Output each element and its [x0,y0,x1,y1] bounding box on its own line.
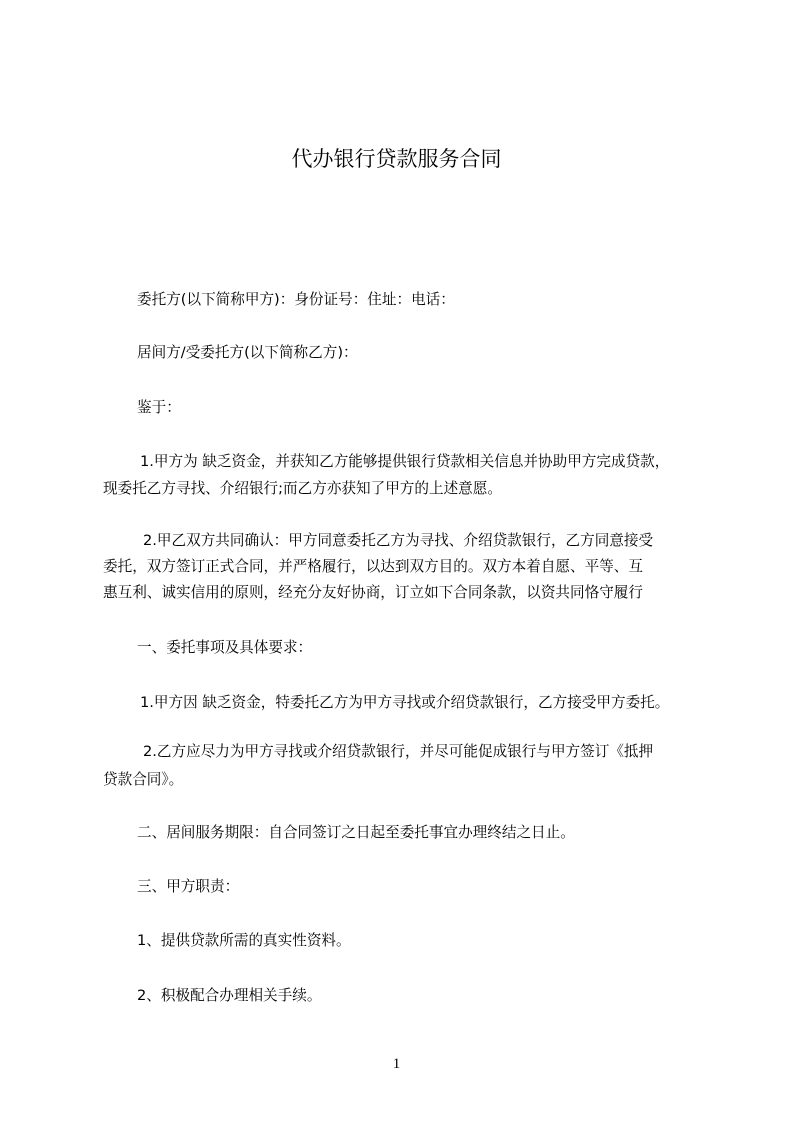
document-title: 代办银行贷款服务合同 [291,147,502,171]
text-line: 三、甲方职责： [137,878,240,895]
text-line: 2.乙方应尽力为甲方寻找或介绍贷款银行，并尽可能促成银行与甲方签订《抵押 [143,743,654,760]
text-line: 一、委托事项及具体要求： [137,639,313,656]
text-line: 1.甲方为 缺乏资金，并获知乙方能够提供银行贷款相关信息并协助甲方完成贷款， [140,453,670,470]
text-line: 二、居间服务期限：自合同签订之日起至委托事宜办理终结之日止。 [137,824,575,841]
text-line: 鉴于： [137,399,181,416]
text-line: 2、积极配合办理相关手续。 [137,987,322,1004]
text-line: 1.甲方因 缺乏资金，特委托乙方为甲方寻找或介绍贷款银行，乙方接受甲方委托。 [140,694,670,711]
page-number: 1 [392,1056,401,1072]
text-line: 贷款合同》。 [103,771,184,788]
text-line: 委托方(以下简称甲方)：身份证号：住址：电话： [137,291,455,308]
text-line: 委托，双方签订正式合同，并严格履行，以达到双方目的。双方本着自愿、平等、互 [103,558,643,575]
text-line: 居间方/受委托方(以下简称乙方)： [137,344,358,361]
text-line: 现委托乙方寻找、介绍银行;而乙方亦获知了甲方的上述意愿。 [103,480,502,497]
text-line: 1、提供贷款所需的真实性资料。 [137,932,351,949]
text-line: 2.甲乙双方共同确认：甲方同意委托乙方为寻找、介绍贷款银行，乙方同意接受 [143,532,654,549]
text-line: 惠互利、诚实信用的原则，经充分友好协商，订立如下合同条款，以资共同恪守履行 [103,584,643,601]
